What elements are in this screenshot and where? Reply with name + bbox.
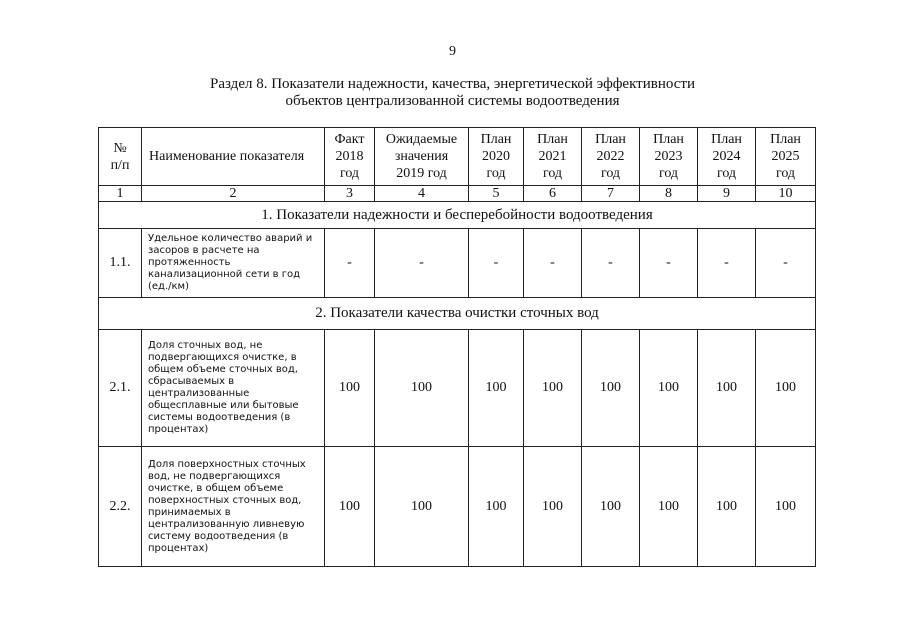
value-cell: 100 bbox=[640, 447, 698, 567]
indicators-table bbox=[98, 127, 816, 567]
col-number: 3 bbox=[325, 186, 375, 202]
indicator-name: Доля поверхностных сточных вод, не подвергающихся очистке, в общем объеме поверхностных сточных вод, принимаемых в централизованную ливневую систему водоотведения (в процентах) bbox=[142, 447, 325, 567]
table-row bbox=[99, 229, 816, 298]
title-line-2: объектов централизованной системы водоотведения bbox=[285, 93, 620, 109]
value-cell: 100 bbox=[325, 447, 375, 567]
value-cell: 100 bbox=[698, 447, 756, 567]
col-number: 4 bbox=[375, 186, 469, 202]
col-number: 5 bbox=[469, 186, 524, 202]
header-cell-num: № п/п bbox=[99, 128, 142, 186]
section-heading-row bbox=[99, 202, 816, 229]
indicator-name: Удельное количество аварий и засоров в расчете на протяженность канализационной сети в год (ед./км) bbox=[142, 229, 325, 298]
value-cell: - bbox=[698, 229, 756, 298]
value-cell: - bbox=[469, 229, 524, 298]
table-row bbox=[99, 330, 816, 447]
value-cell: - bbox=[640, 229, 698, 298]
value-cell: 100 bbox=[524, 330, 582, 447]
col-number: 8 bbox=[640, 186, 698, 202]
header-cell-plan-2020: План 2020 год bbox=[469, 128, 524, 186]
section-heading-1: 1. Показатели надежности и бесперебойности водоотведения bbox=[99, 202, 816, 229]
value-cell: - bbox=[756, 229, 816, 298]
indicator-name: Доля сточных вод, не подвергающихся очистке, в общем объеме сточных вод, сбрасываемых в централизованные общесплавные или бытовые системы водоотведения (в процентах) bbox=[142, 330, 325, 447]
value-cell: 100 bbox=[469, 330, 524, 447]
col-number: 6 bbox=[524, 186, 582, 202]
value-cell: 100 bbox=[524, 447, 582, 567]
header-cell-fact-2018: Факт 2018 год bbox=[325, 128, 375, 186]
section-heading-row bbox=[99, 298, 816, 330]
value-cell: 100 bbox=[582, 330, 640, 447]
value-cell: - bbox=[582, 229, 640, 298]
table-row bbox=[99, 447, 816, 567]
header-cell-plan-2022: План 2022 год bbox=[582, 128, 640, 186]
value-cell: 100 bbox=[698, 330, 756, 447]
column-number-row bbox=[99, 186, 816, 202]
section-heading-2: 2. Показатели качества очистки сточных вод bbox=[99, 298, 816, 330]
header-cell-plan-2024: План 2024 год bbox=[698, 128, 756, 186]
value-cell: - bbox=[375, 229, 469, 298]
row-number: 1.1. bbox=[99, 229, 142, 298]
header-cell-plan-2021: План 2021 год bbox=[524, 128, 582, 186]
row-number: 2.1. bbox=[99, 330, 142, 447]
value-cell: - bbox=[325, 229, 375, 298]
header-cell-name: Наименование показателя bbox=[142, 128, 325, 186]
value-cell: 100 bbox=[756, 447, 816, 567]
col-number: 10 bbox=[756, 186, 816, 202]
value-cell: 100 bbox=[582, 447, 640, 567]
col-number: 2 bbox=[142, 186, 325, 202]
value-cell: 100 bbox=[325, 330, 375, 447]
value-cell: 100 bbox=[375, 447, 469, 567]
value-cell: 100 bbox=[469, 447, 524, 567]
col-number: 7 bbox=[582, 186, 640, 202]
header-row bbox=[99, 128, 816, 186]
page-number: 9 bbox=[449, 44, 456, 59]
row-number: 2.2. bbox=[99, 447, 142, 567]
value-cell: - bbox=[524, 229, 582, 298]
header-cell-plan-2025: План 2025 год bbox=[756, 128, 816, 186]
header-cell-expected-2019: Ожидаемые значения 2019 год bbox=[375, 128, 469, 186]
value-cell: 100 bbox=[375, 330, 469, 447]
col-number: 1 bbox=[99, 186, 142, 202]
col-number: 9 bbox=[698, 186, 756, 202]
title-line-1: Раздел 8. Показатели надежности, качества, энергетической эффективности bbox=[210, 76, 695, 92]
section-title bbox=[0, 76, 905, 110]
header-cell-plan-2023: План 2023 год bbox=[640, 128, 698, 186]
value-cell: 100 bbox=[640, 330, 698, 447]
value-cell: 100 bbox=[756, 330, 816, 447]
